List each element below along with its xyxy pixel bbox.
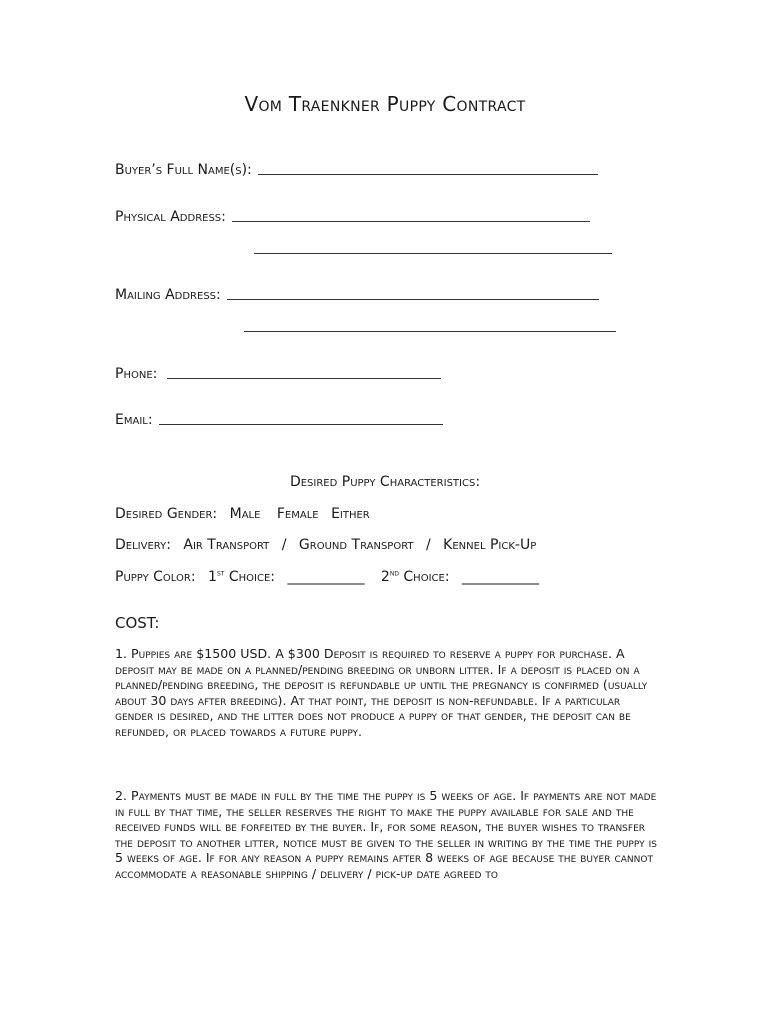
phone-label: Phone: <box>115 366 158 382</box>
characteristics-heading: Desired Puppy Characteristics: <box>289 474 481 490</box>
cost-paragraph-2: 2. Payments must be made in full by the time the puppy is 5 weeks of age. If payments are not made in full by that time, the seller reserves the right to make the puppy available for sale and the received funds will be forfeited by the buyer. If, for some reason, the buyer wishes to transfer the deposit to another litter, notice must be given to the seller in writing by the time the puppy is 5 weeks of age. If for any reason a puppy remains after 8 weeks of age because the buyer cannot accommodate a reasonable shipping / delivery / pick-up date agreed to <box>115 788 657 881</box>
color-row <box>115 568 547 585</box>
mailing-address-line[interactable] <box>227 298 599 300</box>
delivery-separator: / <box>281 537 287 553</box>
delivery-option-air[interactable]: Air Transport <box>183 537 270 553</box>
physical-address-field[interactable] <box>115 209 590 225</box>
second-choice-blank[interactable]: ___________ <box>462 568 539 585</box>
physical-address-label: Physical Address: <box>115 209 226 225</box>
buyer-name-field[interactable] <box>115 162 598 178</box>
page-title: Vom Traenkner Puppy Contract <box>244 92 526 116</box>
gender-option-male[interactable]: Male <box>229 506 261 522</box>
second-choice-suffix: nd <box>389 568 399 577</box>
physical-address-line[interactable] <box>232 220 590 222</box>
first-choice-number: 1 <box>208 568 217 585</box>
delivery-option-kennel[interactable]: Kennel Pick-Up <box>443 537 537 553</box>
phone-line[interactable] <box>167 377 441 379</box>
first-choice-suffix: st <box>216 568 225 577</box>
email-line[interactable] <box>159 423 443 425</box>
mailing-address-label: Mailing Address: <box>115 287 221 303</box>
cost-heading: COST: <box>115 614 160 632</box>
second-choice-number: 2 <box>380 568 390 585</box>
mailing-address-line-2[interactable] <box>244 330 616 332</box>
cost-paragraph-1: 1. Puppies are $1500 USD. A $300 Deposit is required to reserve a puppy for purchase. A deposit may be made on a planned/pending breeding or unborn litter. If a deposit is placed on a planned/pending breeding, the deposit is refundable up until the pregnancy is confirmed (usually about 30 days after breeding). At that point, the deposit is non-refundable. If a particular gender is desired, and the litter does not produce a puppy of that gender, the deposit can be refunded, or placed towards a future puppy. <box>115 646 648 739</box>
buyer-name-line[interactable] <box>258 173 598 175</box>
delivery-row <box>115 537 544 553</box>
gender-option-either[interactable]: Either <box>331 506 370 522</box>
email-field[interactable] <box>115 412 443 428</box>
gender-option-female[interactable]: Female <box>276 506 319 522</box>
buyer-name-label: Buyer’s Full Name(s): <box>115 162 252 178</box>
second-choice-label <box>381 569 450 585</box>
delivery-separator: / <box>426 537 431 553</box>
color-label: Puppy Color: <box>115 568 196 585</box>
first-choice-blank[interactable]: ___________ <box>287 568 365 585</box>
email-label: Email: <box>115 412 153 428</box>
delivery-label: Delivery: <box>115 537 171 553</box>
first-choice-text: Choice: <box>228 568 276 585</box>
gender-label: Desired Gender: <box>115 506 218 522</box>
physical-address-line-2[interactable] <box>254 252 612 254</box>
first-choice-label <box>208 569 275 585</box>
second-choice-text: Choice: <box>403 568 450 585</box>
delivery-option-ground[interactable]: Ground Transport <box>298 537 414 553</box>
phone-field[interactable] <box>115 366 441 382</box>
mailing-address-field[interactable] <box>115 287 599 303</box>
gender-row <box>115 506 378 522</box>
